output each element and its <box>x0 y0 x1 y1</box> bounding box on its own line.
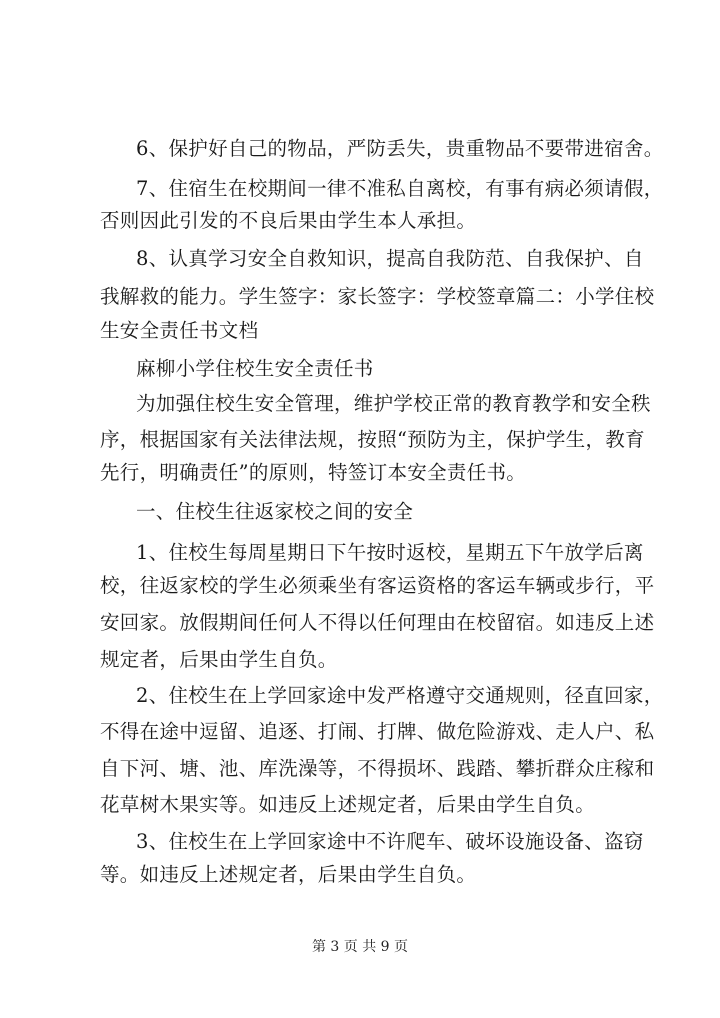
paragraph-line: 校，往返家校的学生必须乘坐有客运资格的客运车辆或步行，平 <box>100 574 655 597</box>
paragraph-line: 3、住校生在上学回家途中不许爬车、破坏设施设备、盗窃 <box>136 830 644 853</box>
paragraph-line: 否则因此引发的不良后果由学生本人承担。 <box>100 209 477 232</box>
paragraph-line: 6、保护好自己的物品，严防丢失，贵重物品不要带进宿舍。 <box>136 137 664 160</box>
section-heading: 一、住校生往返家校之间的安全 <box>136 500 414 523</box>
paragraph-line: 花草树木果实等。如违反上述规定者，后果由学生自负。 <box>100 793 596 816</box>
paragraph-line: 不得在途中逗留、追逐、打闹、打牌、做危险游戏、走人户、私 <box>100 720 655 743</box>
paragraph-line: 2、住校生在上学回家途中发严格遵守交通规则，径直回家， <box>136 684 664 707</box>
paragraph-line: 自下河、塘、池、库洗澡等，不得损坏、践踏、攀折群众庄稼和 <box>100 757 655 780</box>
document-subtitle: 麻柳小学住校生安全责任书 <box>136 357 374 380</box>
page-number: 第 3 页 共 9 页 <box>311 939 409 955</box>
paragraph-line: 我解救的能力。学生签字：家长签字：学校签章篇二：小学住校 <box>100 285 655 308</box>
paragraph-line: 8、认真学习安全自救知识，提高自我防范、自我保护、自 <box>136 247 644 270</box>
paragraph-line: 安回家。放假期间任何人不得以任何理由在校留宿。如违反上述 <box>100 611 655 634</box>
paragraph-line: 规定者，后果由学生自负。 <box>100 648 338 671</box>
paragraph-line: 7、住宿生在校期间一律不准私自离校，有事有病必须请假， <box>136 177 664 200</box>
paragraph-line: 等。如违反上述规定者，后果由学生自负。 <box>100 863 477 886</box>
paragraph-line: 生安全责任书文档 <box>100 319 259 342</box>
paragraph-line: 序，根据国家有关法律法规，按照“预防为主，保护学生，教育 <box>100 428 645 451</box>
paragraph-line: 为加强住校生安全管理，维护学校正常的教育教学和安全秩 <box>136 392 651 415</box>
paragraph-line: 1、住校生每周星期日下午按时返校，星期五下午放学后离 <box>136 541 644 564</box>
paragraph-line: 先行，明确责任”的原则，特签订本安全责任书。 <box>100 461 527 484</box>
